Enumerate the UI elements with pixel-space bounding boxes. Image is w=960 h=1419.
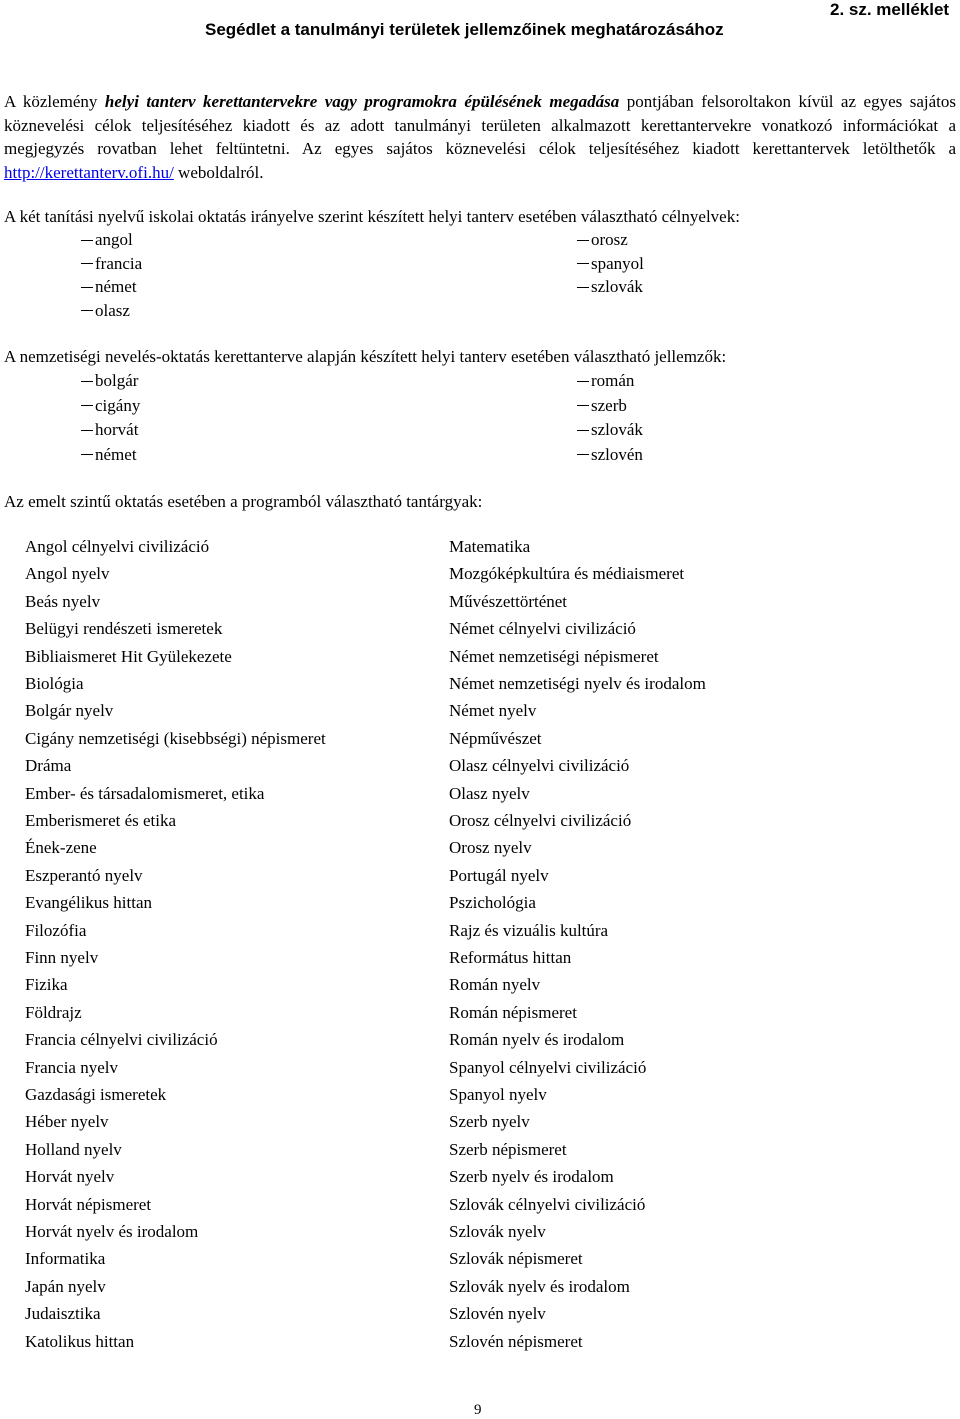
dash-bullet-icon bbox=[81, 454, 93, 455]
subject-item: Dráma bbox=[25, 756, 72, 776]
subject-item: Informatika bbox=[25, 1249, 106, 1269]
dash-list-label: horvát bbox=[95, 420, 139, 439]
subject-item: Szerb nyelv és irodalom bbox=[449, 1167, 614, 1187]
subject-item: Holland nyelv bbox=[25, 1139, 122, 1159]
dash-bullet-icon bbox=[577, 381, 589, 382]
dash-list-item bbox=[81, 396, 140, 416]
dash-list-item bbox=[81, 301, 130, 321]
subject-item: Olasz nyelv bbox=[449, 783, 530, 803]
subject-item: Spanyol nyelv bbox=[449, 1085, 547, 1104]
dash-bullet-icon bbox=[577, 287, 589, 288]
subject-item: Német nemzetiségi népismeret bbox=[449, 646, 659, 666]
intro-emphasis: helyi tanterv kerettantervekre vagy programokra épülésének megadása bbox=[104, 92, 620, 111]
subject-item: Német célnyelvi civilizáció bbox=[449, 619, 636, 639]
subject-item: Emberismeret és etika bbox=[25, 811, 177, 830]
subject-item: Matematika bbox=[449, 537, 531, 556]
subject-item: Judaisztika bbox=[25, 1304, 101, 1324]
dash-list-label: francia bbox=[95, 253, 143, 273]
annex-label: 2. sz. melléklet bbox=[830, 0, 950, 19]
dash-bullet-icon bbox=[577, 240, 589, 241]
dash-list-item bbox=[577, 445, 643, 465]
dash-bullet-icon bbox=[81, 381, 93, 382]
dash-list-label: német bbox=[95, 277, 137, 296]
subject-item: Szerb nyelv bbox=[449, 1112, 530, 1132]
subject-item: Eszperantó nyelv bbox=[25, 865, 143, 885]
subject-item: Rajz és vizuális kultúra bbox=[449, 920, 609, 940]
dash-list-item bbox=[81, 445, 137, 465]
dash-list-item bbox=[81, 277, 137, 297]
subject-item: Filozófia bbox=[25, 920, 87, 940]
intro-text-3: weboldalról. bbox=[173, 162, 264, 182]
subject-item: Beás nyelv bbox=[25, 591, 101, 611]
subject-item: Bolgár nyelv bbox=[25, 701, 114, 721]
dash-bullet-icon bbox=[81, 430, 93, 431]
dash-list-item bbox=[81, 420, 138, 440]
intro-text-1: A közlemény bbox=[4, 92, 105, 111]
subject-item: Református hittan bbox=[449, 948, 572, 967]
subject-item: Gazdasági ismeretek bbox=[25, 1085, 167, 1104]
dash-bullet-icon bbox=[81, 310, 93, 311]
subject-item: Japán nyelv bbox=[25, 1276, 106, 1296]
dash-bullet-icon bbox=[577, 430, 589, 431]
dash-list-label: román bbox=[591, 371, 635, 390]
dash-list-label: szerb bbox=[591, 395, 627, 415]
subject-item: Bibliaismeret Hit Gyülekezete bbox=[25, 646, 232, 666]
dash-list-item bbox=[81, 230, 133, 250]
subject-item: Fizika bbox=[25, 975, 68, 995]
dash-list-label: szlovák bbox=[591, 277, 643, 296]
kerettanterv-link[interactable]: http://kerettanterv.ofi.hu/ bbox=[4, 162, 174, 182]
subject-item: Héber nyelv bbox=[25, 1112, 109, 1132]
subject-item: Orosz célnyelvi civilizáció bbox=[449, 811, 632, 830]
subject-item: Szlovák nyelv bbox=[449, 1222, 546, 1241]
subject-item: Német nyelv bbox=[449, 701, 537, 721]
subject-item: Román nyelv és irodalom bbox=[449, 1030, 625, 1050]
subject-item: Szlovén nyelv bbox=[449, 1304, 546, 1324]
subject-item: Szlovák célnyelvi civilizáció bbox=[449, 1194, 646, 1214]
subject-item: Belügyi rendészeti ismeretek bbox=[25, 619, 223, 639]
subject-item: Szlovák nyelv és irodalom bbox=[449, 1276, 630, 1296]
subject-item: Mozgóképkultúra és médiaismeret bbox=[449, 564, 685, 584]
subject-item: Szerb népismeret bbox=[449, 1139, 567, 1159]
dash-list-label: orosz bbox=[591, 230, 628, 249]
dash-list-item bbox=[577, 230, 628, 250]
dash-list-label: német bbox=[95, 444, 137, 464]
document-title: Segédlet a tanulmányi területek jellemzőinek meghatározásához bbox=[205, 20, 724, 39]
subject-item: Olasz célnyelvi civilizáció bbox=[449, 756, 630, 776]
dash-list-label: szlovén bbox=[591, 444, 643, 464]
dash-list-item bbox=[577, 420, 643, 440]
dash-bullet-icon bbox=[81, 263, 93, 264]
subject-item: Román nyelv bbox=[449, 975, 541, 995]
subject-item: Cigány nemzetiségi (kisebbségi) népismeret bbox=[25, 728, 326, 748]
subject-item: Portugál nyelv bbox=[449, 865, 549, 885]
intro-paragraph bbox=[4, 90, 956, 184]
dash-list-label: cigány bbox=[95, 395, 141, 415]
subject-item: Katolikus hittan bbox=[25, 1331, 135, 1351]
subject-item: Horvát nyelv bbox=[25, 1167, 115, 1187]
dash-list-label: angol bbox=[95, 230, 133, 249]
dash-list-label: szlovák bbox=[591, 420, 643, 439]
subjects-heading: Az emelt szintű oktatás esetében a programból választható tantárgyak: bbox=[4, 492, 483, 511]
dash-bullet-icon bbox=[81, 287, 93, 288]
dash-bullet-icon bbox=[577, 405, 589, 406]
dash-bullet-icon bbox=[81, 405, 93, 406]
dash-list-label: olasz bbox=[95, 300, 130, 320]
subject-item: Népművészet bbox=[449, 728, 542, 748]
subject-item: Orosz nyelv bbox=[449, 838, 532, 858]
dash-bullet-icon bbox=[81, 240, 93, 241]
subject-item: Finn nyelv bbox=[25, 948, 99, 967]
subject-item: Német nemzetiségi nyelv és irodalom bbox=[449, 674, 706, 693]
dash-bullet-icon bbox=[577, 454, 589, 455]
subject-item: Horvát nyelv és irodalom bbox=[25, 1222, 199, 1241]
subject-item: Francia nyelv bbox=[25, 1057, 118, 1077]
dash-list-item bbox=[81, 371, 138, 391]
subject-item: Ember- és társadalomismeret, etika bbox=[25, 783, 265, 803]
dash-list-item bbox=[577, 371, 634, 391]
subject-item: Evangélikus hittan bbox=[25, 893, 153, 913]
subject-item: Román népismeret bbox=[449, 1002, 577, 1022]
target-languages-heading: A két tanítási nyelvű iskolai oktatás irányelve szerint készített helyi tanterv esetében választható célnyelvek: bbox=[4, 207, 740, 226]
subject-item: Művészettörténet bbox=[449, 591, 568, 611]
nationalities-heading: A nemzetiségi nevelés-oktatás kerettanterve alapján készített helyi tanterv esetében választható jellemzők: bbox=[4, 347, 727, 366]
dash-list-item bbox=[577, 277, 643, 297]
subject-item: Angol célnyelvi civilizáció bbox=[25, 537, 210, 556]
subject-item: Pszichológia bbox=[449, 893, 536, 913]
subject-item: Földrajz bbox=[25, 1002, 82, 1022]
dash-list-item bbox=[577, 254, 644, 274]
dash-list-label: bolgár bbox=[95, 371, 139, 390]
subject-item: Szlovén népismeret bbox=[449, 1331, 583, 1351]
subject-item: Horvát népismeret bbox=[25, 1194, 152, 1214]
subject-item: Szlovák népismeret bbox=[449, 1249, 583, 1269]
intro-text-2: pontjában felsoroltakon kívül az egyes sajátos köznevelési célok teljesítéséhez kiadott és az adott tanulmányi területen alkalmazott kerettantervekre vonatkozó információkat a megjegyzés rovatban lehet feltüntetni. Az egyes sajátos köznevelési célok teljesítéséhez kiadott kerettantervek letölthetők a bbox=[4, 92, 956, 158]
dash-list-item bbox=[81, 254, 142, 274]
page-number: 9 bbox=[474, 1402, 482, 1418]
dash-list-label: spanyol bbox=[591, 253, 644, 273]
subject-item: Francia célnyelvi civilizáció bbox=[25, 1030, 218, 1050]
subject-item: Ének-zene bbox=[25, 838, 97, 858]
dash-bullet-icon bbox=[577, 263, 589, 264]
subject-item: Angol nyelv bbox=[25, 564, 110, 584]
subject-item: Biológia bbox=[25, 674, 84, 693]
subject-item: Spanyol célnyelvi civilizáció bbox=[449, 1057, 647, 1077]
dash-list-item bbox=[577, 396, 627, 416]
